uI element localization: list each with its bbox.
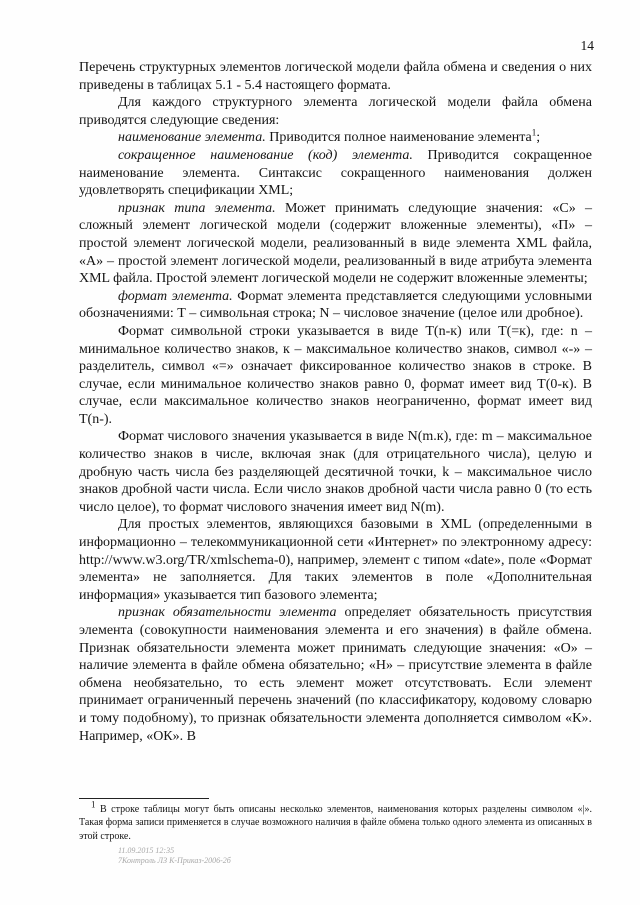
footnote-reference: 1 xyxy=(531,127,537,138)
term-element-required: признак обязательности элемента xyxy=(118,605,337,621)
stamp-date: 11.09.2015 12:35 xyxy=(118,846,175,855)
footnote-text: В строке таблицы могут быть описаны несколько элементов, наименования которых разделены символом «|». Такая форма записи применяется в случае возможного наличия в файле обмена только одного элемента из описанных в этой строке. xyxy=(79,804,592,842)
footnote xyxy=(79,799,592,843)
paragraph-element-format: формат элемента. Формат элемента представляется следующими условными обозначениями: Т – символьная строка; N – числовое значение (целое или дробное). xyxy=(79,288,592,322)
paragraph-element-required: признак обязательности элемента определяет обязательность присутствия элемента (совокупности наименования элемента и его значения) в файле обмена. Признак обязательности элемента может принимать следующие значения: «О» – наличие элемента в файле обмена обязательно; «Н» – присутствие элемента в файле обмена необязательно, то есть элемент может отсутствовать. Если элемент принимает ограниченный перечень значений (по классификатору, кодовому словарю и тому подобному), то признак обязательности элемента дополняется символом «К». Например, «ОК». В xyxy=(79,605,592,744)
term-element-format: формат элемента. xyxy=(118,288,233,304)
paragraph-element-name: наименование элемента. Приводится полное наименование элемента$^1$; xyxy=(118,127,541,146)
stamp-reference: 7Контроль ЛЗ К-Приказ-2006-2б xyxy=(118,856,231,865)
paragraph-intro: Перечень структурных элементов логической модели файла обмена и сведения о них приведены в таблицах 5.1 - 5.4 настоящего формата. xyxy=(79,60,592,93)
paragraph-details-intro: Для каждого структурного элемента логической модели файла обмена приводятся следующие сведения: xyxy=(79,95,592,128)
document-stamp xyxy=(118,846,231,866)
page-number: 14 xyxy=(580,38,594,53)
paragraph-element-code: сокращенное наименование (код) элемента. Приводится сокращенное наименование элемента. Синтаксис сокращенного наименования должен удовлетворять спецификации XML; xyxy=(79,147,592,199)
footnote-marker: 1 xyxy=(91,799,96,810)
footnote-divider xyxy=(79,798,209,799)
body-text xyxy=(79,59,592,745)
term-element-type: признак типа элемента. xyxy=(118,200,276,216)
term-element-name: наименование элемента. xyxy=(118,130,266,146)
paragraph-xml-base-types: Для простых элементов, являющихся базовыми в XML (определенными в информационно – телекоммуникационной сети «Интернет» по электронному адресу: http://www.w3.org/TR/xmlschema-0), например, элемент с типом «date», поле «Формат элемента» не заполняется. Для таких элементов в поле «Дополнительная информация» указывается тип базового элемента; xyxy=(79,517,592,603)
paragraph-element-type: признак типа элемента. Может принимать следующие значения: «С» – сложный элемент логической модели (содержит вложенные элементы), «П» – простой элемент логической модели, реализованный в виде элемента XML файла, «А» – простой элемент логической модели, реализованный в виде атрибута элемента XML файла. Простой элемент логической модели не содержит вложенные элементы; xyxy=(79,200,592,287)
paragraph-string-format: Формат символьной строки указывается в виде Т(n-к) или Т(=к), где: n – минимальное количество знаков, к – максимальное количество знаков, символ «-» – разделитель, символ «=» означает фиксированное количество знаков в строке. В случае, если минимальное количество знаков равно 0, формат имеет вид Т(0-к). В случае, если максимальное количество знаков неограниченно, формат имеет вид Т(n-). xyxy=(79,323,592,427)
term-element-code: сокращенное наименование (код) элемента. xyxy=(118,147,413,163)
paragraph-number-format: Формат числового значения указывается в виде N(m.к), где: m – максимальное количество знаков в числе, включая знак (для отрицательного числа), целую и дробную часть числа без разделяющей десятичной точки, k – максимальное число знаков дробной части числа. Если число знаков дробной части числа равно 0 (то есть число целое), то формат числового значения имеет вид N(m). xyxy=(79,429,592,515)
